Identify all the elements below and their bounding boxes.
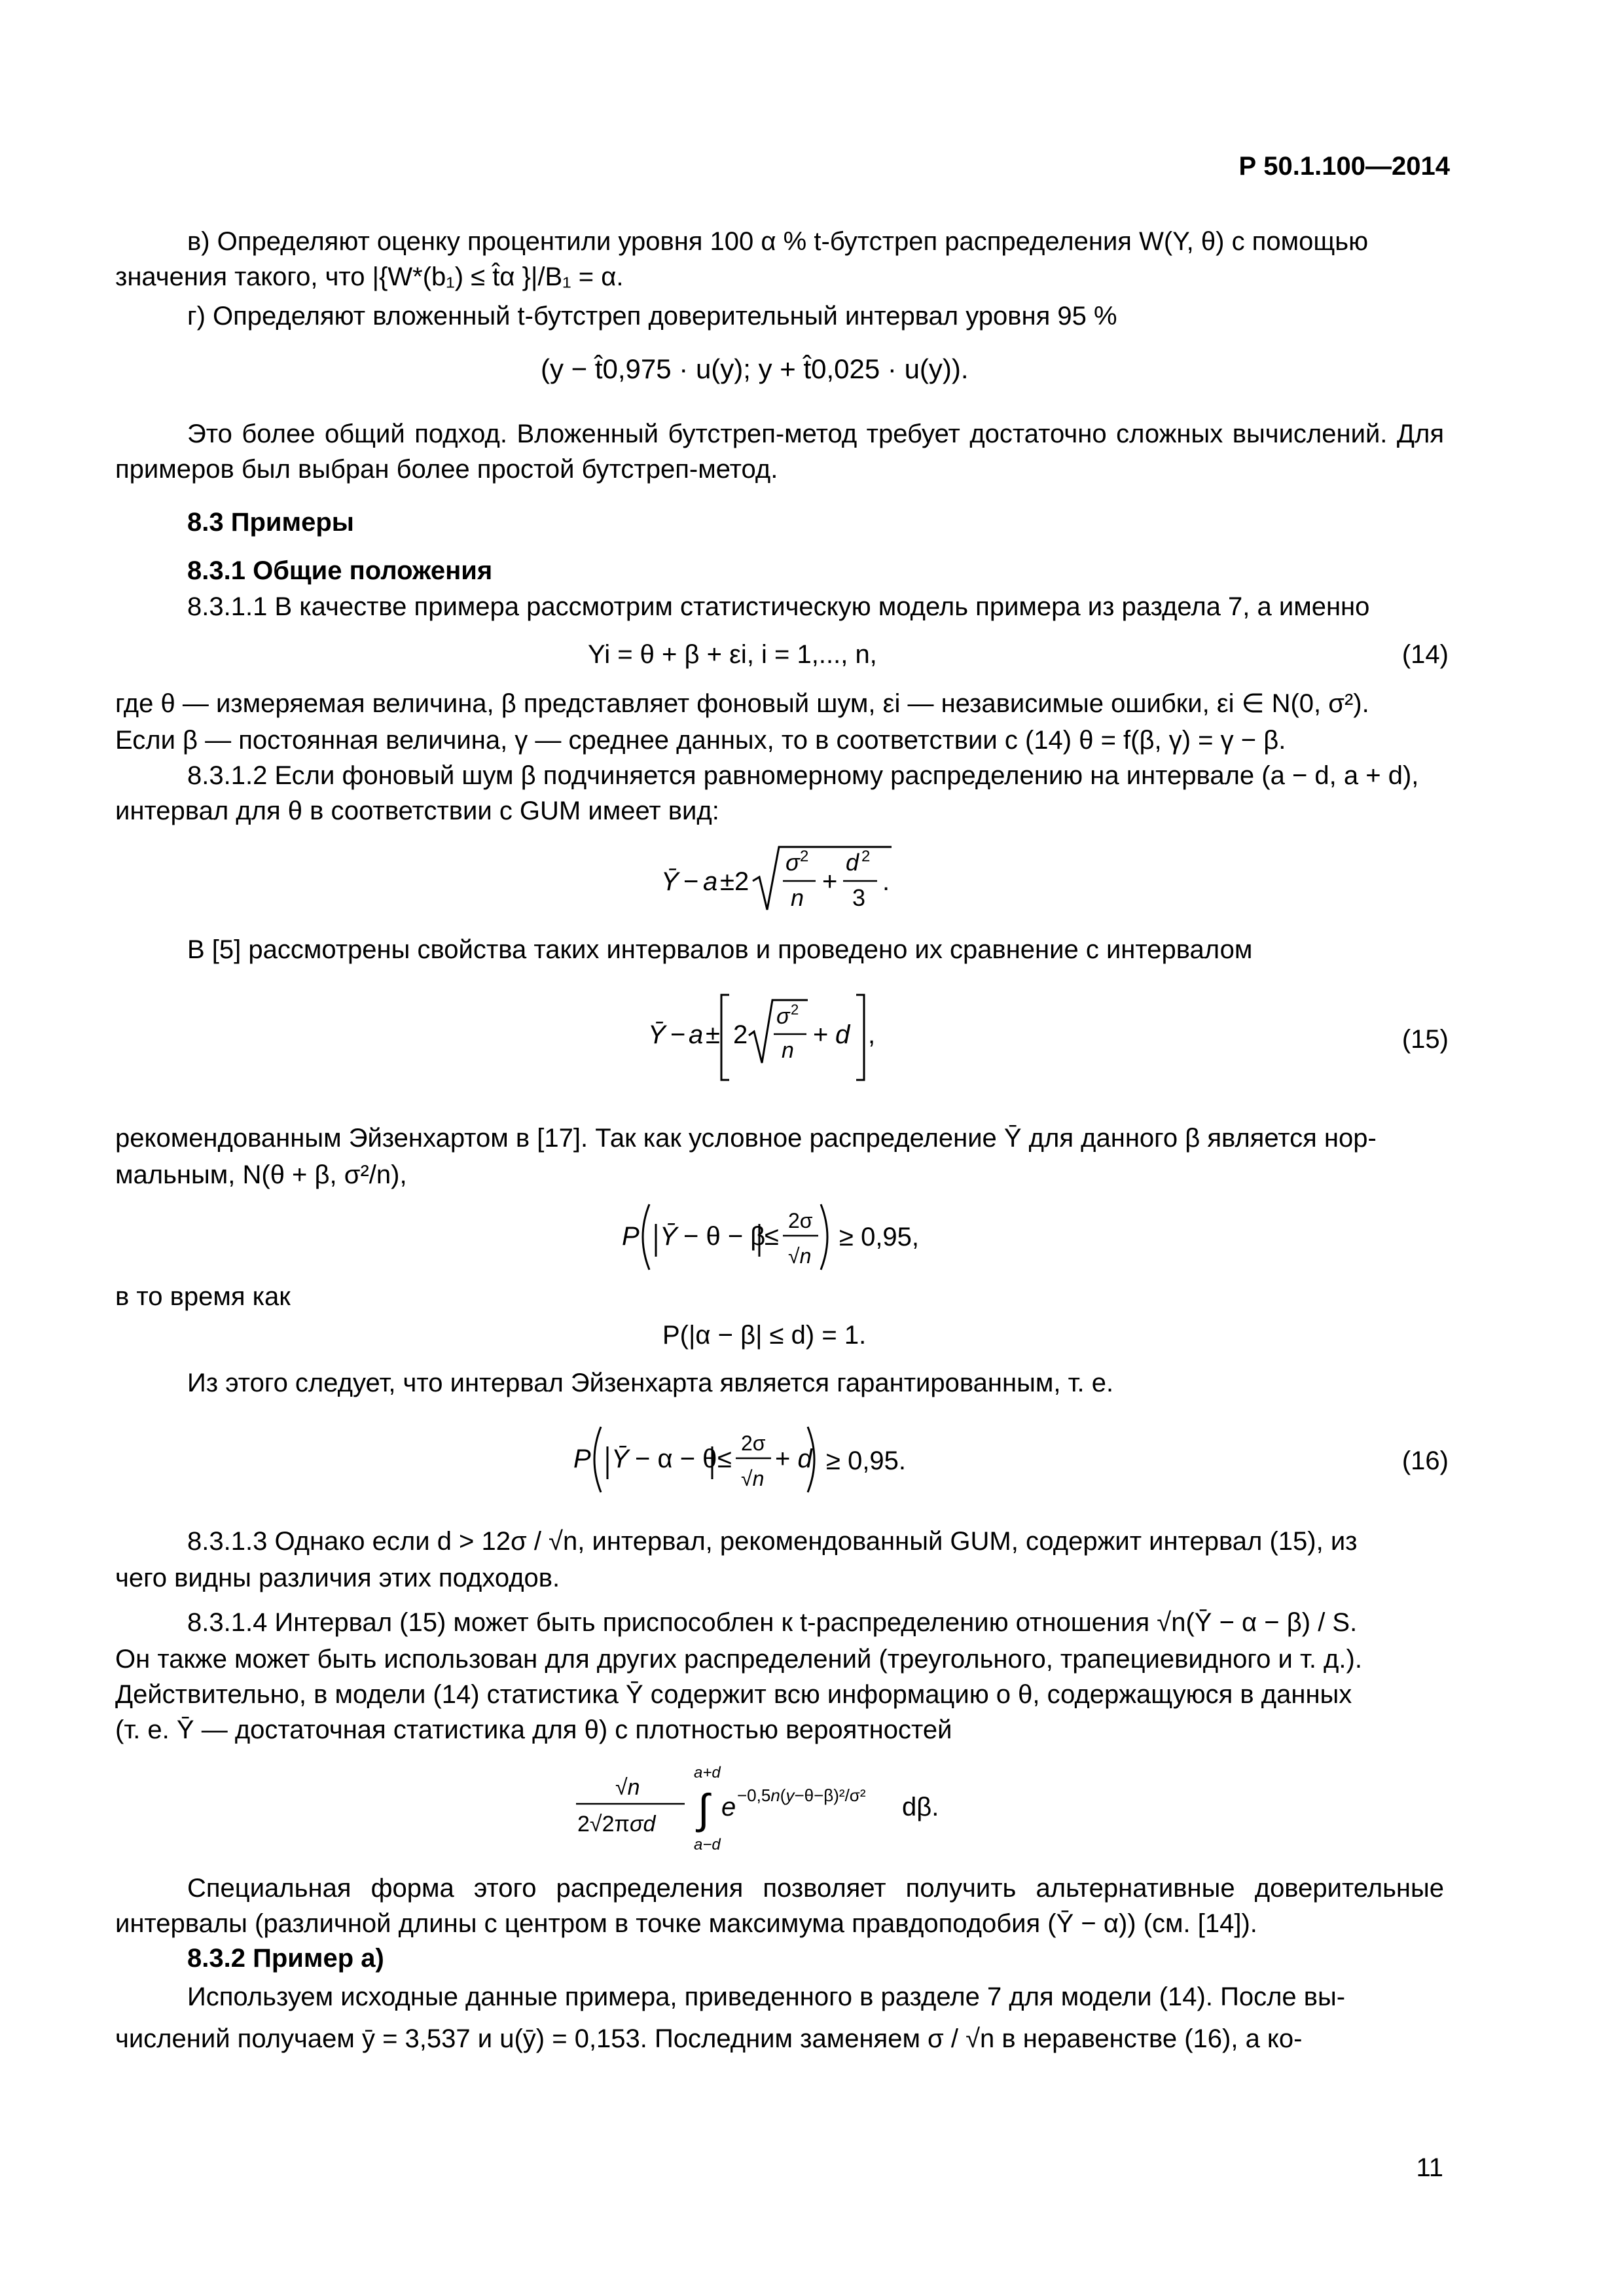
svg-text:2σ: 2σ (741, 1431, 766, 1455)
svg-text:n: n (782, 1038, 794, 1063)
paragraph-example-line1: Используем исходные данные примера, приведенного в разделе 7 для модели (14). После вы- (187, 1982, 1346, 2011)
svg-text:≤: ≤ (717, 1444, 732, 1473)
paragraph-while: в то время как (115, 1282, 291, 1311)
svg-text:σ: σ (776, 1004, 790, 1029)
formula-confidence-interval: (y − t̂0,975 · u(y); y + t̂0,025 · u(y)). (541, 353, 969, 384)
formula-probability-1 (622, 1198, 838, 1276)
svg-text:2√2πσd: 2√2πσd (577, 1812, 656, 1837)
svg-text:√n: √n (788, 1244, 812, 1268)
svg-text:Ȳ: Ȳ (611, 1444, 629, 1473)
svg-text:d: d (835, 1020, 850, 1049)
paragraph-8-3-1-1: 8.3.1.1 В качестве примера рассмотрим статистическую модель примера из раздела 7, а именно (187, 592, 1370, 621)
equation-number-14: (14) (1401, 640, 1449, 669)
svg-text:Ȳ: Ȳ (660, 1222, 677, 1251)
svg-text:−0,5n(y−θ−β)²/σ²: −0,5n(y−θ−β)²/σ² (737, 1785, 866, 1805)
paragraph-follows: Из этого следует, что интервал Эйзенхарта является гарантированным, т. е. (187, 1369, 1114, 1397)
paragraph-where-line1: где θ — измеряемая величина, β представляет фоновый шум, εi — независимые ошибки, εi ∈ N(0, σ²). (115, 689, 1369, 718)
formula-16 (573, 1420, 822, 1499)
formula-gum-interval (661, 838, 923, 929)
svg-text:2: 2 (861, 848, 871, 865)
svg-text:Ȳ: Ȳ (661, 867, 679, 896)
formula-probability-2: P(|α − β| ≤ d) = 1. (662, 1321, 867, 1350)
paragraph-8-3-1-4-line2: Он также может быть использован для других распределений (треугольного, трапециевидного и т. д.). (115, 1645, 1362, 1674)
svg-text:√n: √n (741, 1467, 765, 1490)
heading-8-3-1: 8.3.1 Общие положения (187, 556, 493, 585)
svg-text:.: . (882, 867, 890, 896)
svg-text:−: − (683, 867, 699, 896)
paragraph-reference-5: В [5] рассмотрены свойства таких интервалов и проведено их сравнение с интервалом (187, 935, 1253, 964)
equation-number-16: (16) (1401, 1446, 1449, 1475)
paragraph-example-line2: числений получаем ȳ = 3,537 и u(ȳ) = 0,153. Последним заменяем σ / √n в неравенстве (16), а ко- (115, 2024, 1303, 2053)
svg-text:,: , (868, 1020, 876, 1049)
paragraph-8-3-1-2-line2: интервал для θ в соответствии с GUM имеет вид: (115, 797, 719, 825)
svg-text:n: n (791, 884, 804, 911)
paragraph-8-3-1-3-line1: 8.3.1.3 Однако если d > 12σ / √n, интервал, рекомендованный GUM, содержит интервал (15), из (187, 1527, 1358, 1556)
svg-text:−: − (670, 1020, 686, 1049)
svg-text:dβ.: dβ. (902, 1793, 939, 1821)
svg-text:a: a (703, 867, 718, 896)
paragraph-where-line2: Если β — постоянная величина, γ — среднее данных, то в соответствии с (14) θ = f(β, γ) = γ − β. (115, 726, 1286, 755)
svg-text:±: ± (706, 1020, 720, 1049)
svg-text:2: 2 (733, 1020, 748, 1049)
equation-number-15: (15) (1401, 1025, 1449, 1054)
svg-text:2: 2 (791, 1001, 799, 1018)
paragraph-8-3-1-4-line1: 8.3.1.4 Интервал (15) может быть приспособлен к t-распределению отношения √n(Ȳ − α − β) / S. (187, 1608, 1358, 1637)
page-number: 11 (1416, 2153, 1443, 2182)
svg-text:+ d: + d (775, 1444, 812, 1473)
paragraph-general-approach: Это более общий подход. Вложенный бутстреп-метод требует достаточно сложных вычислений. Для примеров был выбран более простой бутстреп-метод. (115, 420, 1444, 484)
paragraph-v-line2: значения такого, что |{W*(b₁) ≤ t̂α }|/B₁ = α. (115, 262, 624, 291)
svg-text:σ: σ (785, 849, 800, 876)
paragraph-g: г) Определяют вложенный t-бутстреп доверительный интервал уровня 95 % (187, 302, 1117, 331)
paragraph-8-3-1-4-line3: Действительно, в модели (14) статистика Ȳ содержит всю информацию о θ, содержащуюся в данных (115, 1680, 1352, 1709)
paragraph-special-form: Специальная форма этого распределения позволяет получить альтернативные доверительные интервалы (различной длины с центром в точке максимума правдоподобия (Ȳ − α)) (см. [14]). (115, 1874, 1444, 1938)
svg-text:e: e (721, 1793, 736, 1821)
svg-text:a: a (689, 1020, 704, 1049)
heading-8-3-2: 8.3.2 Пример а) (187, 1944, 384, 1973)
formula-14: Yi = θ + β + εi, i = 1,..., n, (588, 640, 877, 669)
paragraph-8-3-1-2-line1: 8.3.1.2 Если фоновый шум β подчиняется равномерному распределению на интервале (a − d, a + d), (187, 761, 1419, 790)
svg-text:a+d: a+d (694, 1764, 721, 1782)
svg-text:P: P (622, 1222, 640, 1251)
document-number-header: Р 50.1.100—2014 (1238, 152, 1450, 181)
paragraph-recommended-line1: рекомендованным Эйзенхартом в [17]. Так как условное распределение Ȳ для данного β является нор- (115, 1124, 1377, 1153)
svg-text:2σ: 2σ (788, 1209, 813, 1232)
svg-text:+: + (822, 867, 838, 896)
svg-text:d: d (846, 849, 859, 876)
paragraph-v-line1: в) Определяют оценку процентили уровня 100 α % t-бутстреп распределения W(Y, θ) с помощью (187, 227, 1369, 256)
svg-text:±2: ±2 (720, 867, 749, 896)
formula-probability-1-bound: ≥ 0,95, (839, 1223, 920, 1251)
svg-text:− θ − β: − θ − β (683, 1222, 766, 1251)
paragraph-8-3-1-4-line4: (т. е. Ȳ — достаточная статистика для θ) с плотностью вероятностей (115, 1715, 952, 1744)
svg-text:+: + (813, 1020, 829, 1049)
svg-text:a−d: a−d (694, 1836, 721, 1854)
paragraph-8-3-1-3-line2: чего видны различия этих подходов. (115, 1564, 560, 1592)
svg-text:√n: √n (615, 1775, 640, 1800)
svg-text:− α − θ: − α − θ (635, 1444, 717, 1473)
paragraph-recommended-line2: мальным, N(θ + β, σ²/n), (115, 1160, 407, 1189)
formula-density (576, 1761, 969, 1859)
svg-text:Ȳ: Ȳ (648, 1020, 666, 1049)
formula-15 (648, 988, 897, 1086)
svg-text:3: 3 (852, 884, 866, 911)
svg-text:P: P (573, 1444, 591, 1473)
svg-text:∫: ∫ (698, 1785, 710, 1833)
svg-text:2: 2 (800, 848, 809, 865)
heading-8-3: 8.3 Примеры (187, 508, 354, 537)
formula-16-bound: ≥ 0,95. (826, 1446, 907, 1475)
svg-text:≤: ≤ (765, 1222, 779, 1251)
